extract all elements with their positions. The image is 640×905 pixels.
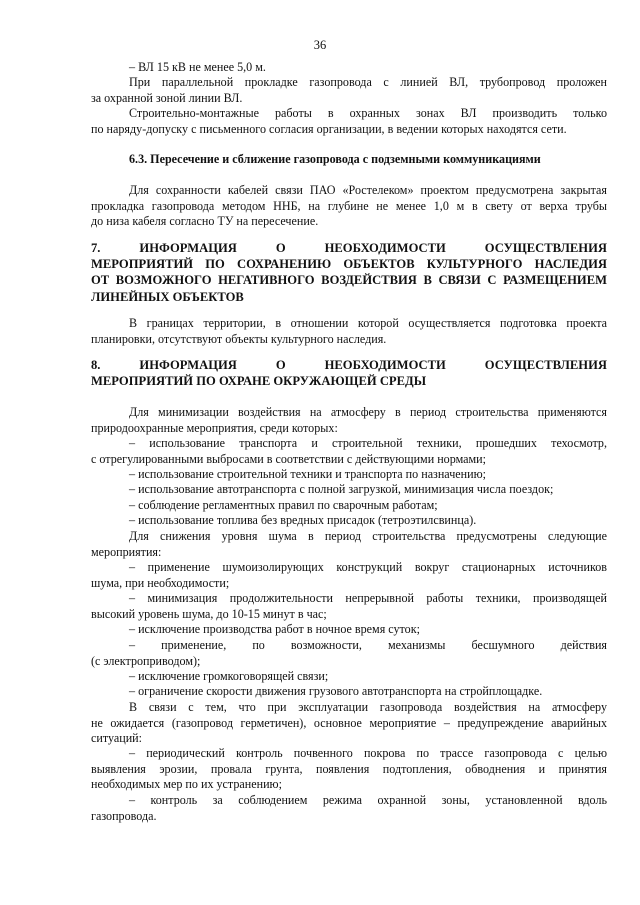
list-item-welding: – соблюдение регламентных правил по сварочным работам; bbox=[129, 498, 438, 512]
paragraph-noise: Для снижения уровня шума в период строительства предусмотрены следующие мероприятия: bbox=[91, 529, 607, 559]
list-item-full-load: – использование автотранспорта с полной загрузкой, минимизация числа поездок; bbox=[129, 482, 554, 496]
heading-6-3: 6.3. Пересечение и сближение газопровода с подземными коммуникациями bbox=[129, 152, 541, 166]
paragraph-heritage: В границах территории, в отношении которой осуществляется подготовка проекта планировки, отсутствуют объекты культурного наследия. bbox=[91, 316, 607, 346]
list-item-speed-limit: – ограничение скорости движения грузового автотранспорта на стройплощадке. bbox=[129, 684, 543, 698]
list-item-silent-machines: – применение, по возможности, механизмы бесшумного действия (с электроприводом); bbox=[91, 638, 607, 668]
paragraph-vl15: – ВЛ 15 кВ не менее 5,0 м. bbox=[129, 60, 266, 74]
list-item-fuel: – использование топлива без вредных присадок (тетроэтилсвинца). bbox=[129, 513, 477, 527]
paragraph-operation: В связи с тем, что при эксплуатации газопровода воздействия на атмосферу не ожидается (газопровод герметичен), основное мероприятие – предупреждение аварийных ситуаций: bbox=[91, 700, 607, 746]
list-item-protection-zone: – контроль за соблюдением режима охранной зоны, установленной вдоль газопровода. bbox=[91, 793, 607, 823]
paragraph-atmosphere: Для минимизации воздействия на атмосферу в период строительства применяются природоохранные мероприятия, среди которых: bbox=[91, 405, 607, 435]
paragraph-cables: Для сохранности кабелей связи ПАО «Ростелеком» проектом предусмотрена закрытая прокладка газопровода методом ННБ, на глубине не менее 1,0 м в свету от верха трубы до низа кабеля согласно ТУ на пересечение. bbox=[91, 183, 607, 229]
paragraph-construction-works: Строительно-монтажные работы в охранных зонах ВЛ производить только по наряду-допуску с письменного согласия организации, в ведении которых находятся сети. bbox=[91, 106, 607, 136]
list-item-loudspeakers: – исключение громкоговорящей связи; bbox=[129, 669, 329, 683]
list-item-soil-control: – периодический контроль почвенного покрова по трассе газопровода с целью выявления эрозии, провала грунта, появления подтопления, обводнения и принятия необходимых мер по их устранению; bbox=[91, 746, 607, 792]
heading-section-8: 8. ИНФОРМАЦИЯ О НЕОБХОДИМОСТИ ОСУЩЕСТВЛЕНИЯ МЕРОПРИЯТИЙ ПО ОХРАНЕ ОКРУЖАЮЩЕЙ СРЕДЫ bbox=[91, 358, 607, 389]
list-item-purpose: – использование строительной техники и транспорта по назначению; bbox=[129, 467, 486, 481]
list-item-minimize-duration: – минимизация продолжительности непрерывной работы техники, производящей высокий уровень шума, до 10-15 минут в час; bbox=[91, 591, 607, 621]
list-item-transport: – использование транспорта и строительной техники, прошедших техосмотр, с отрегулированными выбросами в соответствии с действующими нормами; bbox=[91, 436, 607, 466]
heading-section-7: 7. ИНФОРМАЦИЯ О НЕОБХОДИМОСТИ ОСУЩЕСТВЛЕНИЯ МЕРОПРИЯТИЙ ПО СОХРАНЕНИЮ ОБЪЕКТОВ КУЛЬТУРНОГО НАСЛЕДИЯ ОТ ВОЗМОЖНОГО НЕГАТИВНОГО ВОЗДЕЙСТВИЯ В СВЯЗИ С РАЗМЕЩЕНИЕМ ЛИНЕЙНЫХ ОБЪЕКТОВ bbox=[91, 241, 607, 304]
list-item-noise-isolation: – применение шумоизолирующих конструкций вокруг стационарных источников шума, при необходимости; bbox=[91, 560, 607, 590]
paragraph-parallel-laying: При параллельной прокладке газопровода с линией ВЛ, трубопровод проложен за охранной зоной линии ВЛ. bbox=[91, 75, 607, 105]
list-item-night-works: – исключение производства работ в ночное время суток; bbox=[129, 622, 420, 636]
page-number: 36 bbox=[313, 38, 327, 52]
